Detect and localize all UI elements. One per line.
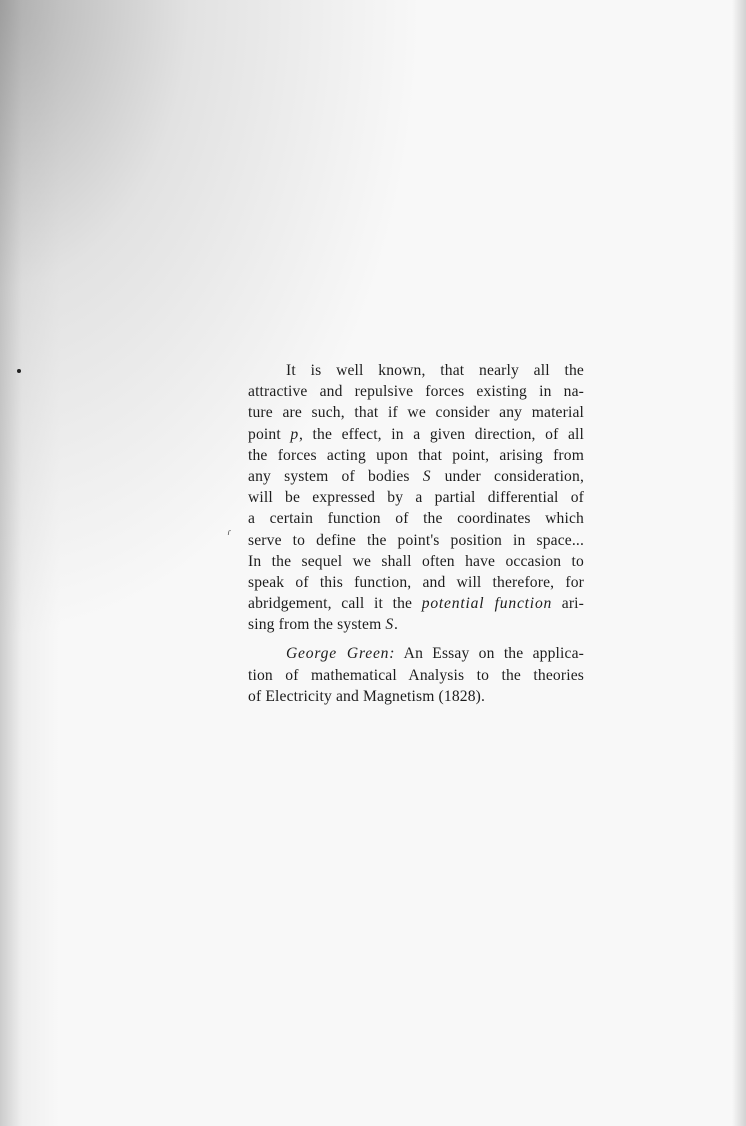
variable-p: p (290, 425, 299, 443)
author-name: George Green: (286, 645, 396, 663)
quote-line (248, 614, 584, 635)
attribution-line: tion of mathematical Analysis to the theories (248, 666, 584, 684)
attribution-line (248, 643, 584, 664)
quote-line: the forces acting upon that point, arising from (248, 446, 584, 464)
quote-text: sing from the system (248, 616, 386, 634)
attribution-text: An Essay on the applica- (395, 645, 584, 663)
quote-paragraph (248, 360, 584, 635)
quote-line (248, 466, 584, 487)
quote-line: a certain function of the coordinates which (248, 510, 584, 528)
variable-s: S (422, 467, 432, 485)
quote-line: It is well known, that nearly all the (286, 362, 584, 379)
quote-line: serve to define the point's position in space... (248, 531, 584, 549)
quote-line: ture are such, that if we consider any material (248, 404, 584, 422)
epigraph-block (248, 360, 584, 707)
quote-text: . (394, 616, 399, 634)
potential-function-term: potential function (421, 595, 553, 613)
quote-text: abridgement, call it the (248, 595, 422, 613)
quote-line (248, 593, 584, 614)
quote-text: , the effect, in a given direction, of all (298, 425, 584, 443)
attribution (248, 643, 584, 707)
quote-line (248, 424, 584, 445)
quote-line: will be expressed by a partial differential of (248, 489, 584, 507)
attribution-line: of Electricity and Magnetism (1828). (248, 687, 486, 705)
quote-line: In the sequel we shall often have occasion to (248, 552, 584, 570)
ink-speck (17, 369, 21, 373)
variable-s: S (385, 616, 395, 634)
quote-text: under consideration, (431, 467, 584, 485)
quote-text: any system of bodies (248, 467, 423, 485)
quote-text: point (248, 425, 291, 443)
quote-line: attractive and repulsive forces existing in na- (248, 383, 584, 401)
margin-mark: ɾ (227, 527, 231, 538)
quote-line: speak of this function, and will therefore, for (248, 573, 584, 591)
quote-text: ari- (552, 595, 585, 613)
